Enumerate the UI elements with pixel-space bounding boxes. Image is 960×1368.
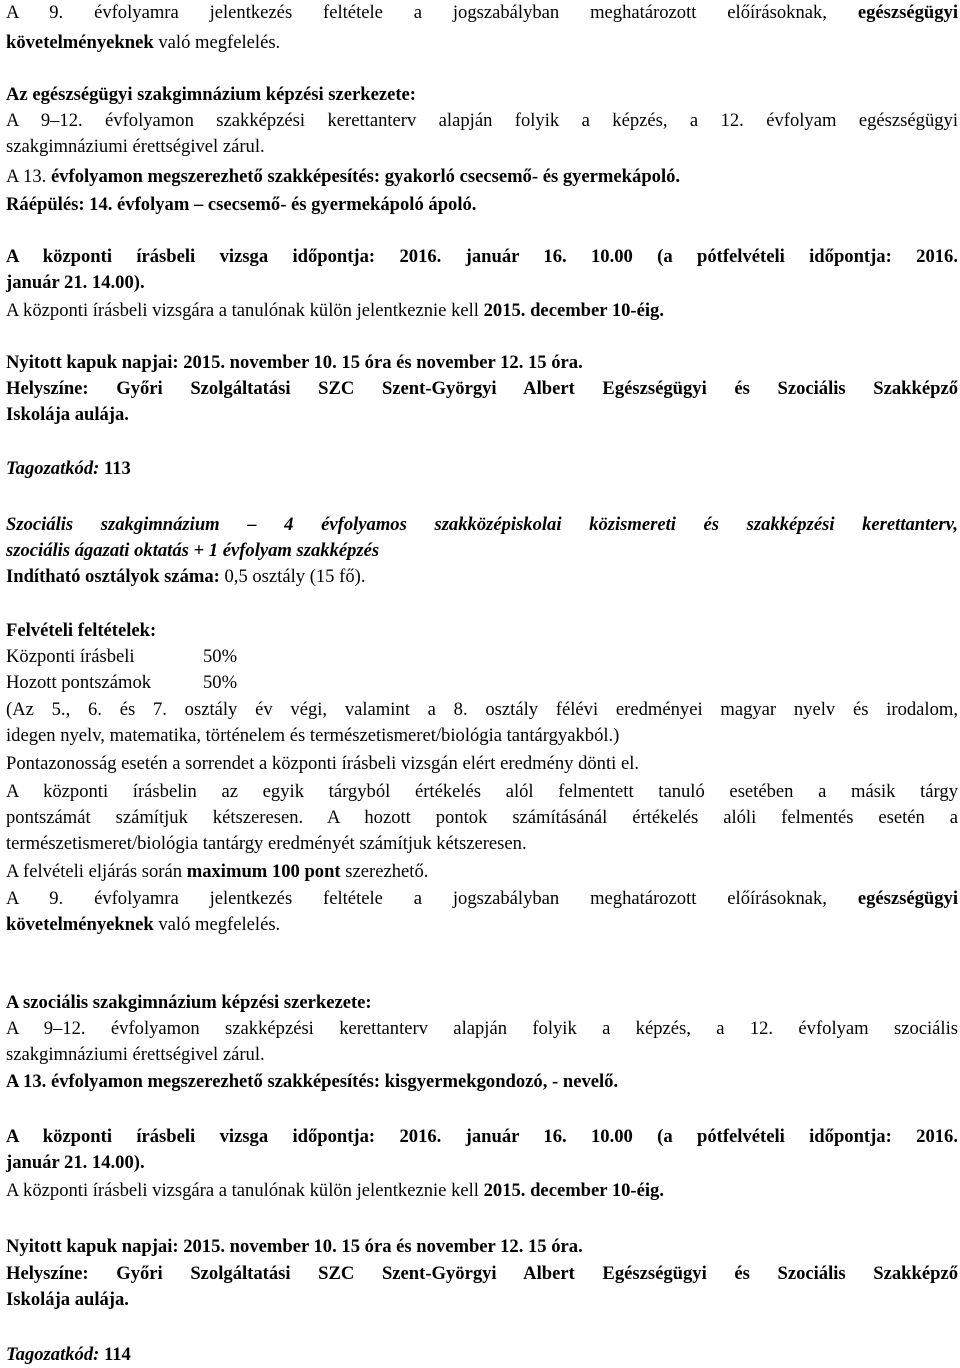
criteria-row — [6, 644, 958, 670]
criteria-label: Hozott pontszámok — [6, 672, 152, 693]
eligibility-bold-2: követelményeknek — [6, 32, 154, 53]
qualification-line — [6, 164, 958, 190]
exam-date-line: A központi írásbeli vizsga időpontja: 2016. január 16. 10.00 (a pótfelvételi időpontja: 2016. — [6, 1126, 958, 1147]
open-days-line: Nyitott kapuk napjai: 2015. november 10. 15 óra és november 12. 15 óra. — [6, 352, 583, 373]
eligibility-line — [6, 0, 958, 26]
track-code-value: 114 — [99, 1344, 131, 1365]
exam-registration-deadline: 2015. december 10-éig. — [483, 1180, 664, 1201]
exemption-line: A központi írásbelin az egyik tárgyból értékelés alól felmentett tanuló esetében a másik tárgy — [6, 781, 958, 802]
exam-registration-line — [6, 298, 958, 324]
class-count-line — [6, 564, 958, 590]
qualification-prefix: A 13. — [6, 166, 51, 187]
structure-line-2: szakgimnáziumi érettségivel zárul. — [6, 1044, 265, 1065]
exam-date-line: A központi írásbeli vizsga időpontja: 2016. január 16. 10.00 (a pótfelvételi időpontja: 2016. — [6, 246, 958, 267]
eligibility-line — [6, 886, 958, 912]
exemption-line-2: pontszámát számítjuk kétszeresen. A hozott pontok számításánál értékelés alóli felmentés esetén a — [6, 807, 958, 828]
venue-line-2: Iskolája aulája. — [6, 1289, 129, 1310]
structure-line: A 9–12. évfolyamon szakképzési kerettanterv alapján folyik a képzés, a 12. évfolyam egészségügyi — [6, 110, 958, 131]
structure-line: A 9–12. évfolyamon szakképzési kerettanterv alapján folyik a képzés, a 12. évfolyam szociális — [6, 1018, 958, 1039]
venue-line: Helyszíne: Győri Szolgáltatási SZC Szent-Györgyi Albert Egészségügyi és Szociális Szakképző — [6, 1263, 958, 1284]
eligibility-suffix: való megfelelés. — [153, 914, 281, 935]
venue-line: Helyszíne: Győri Szolgáltatási SZC Szent-Györgyi Albert Egészségügyi és Szociális Szakképző — [6, 378, 958, 399]
eligibility-bold: egészségügyi — [857, 888, 958, 909]
track-code-label: Tagozatkód: — [6, 458, 100, 479]
program-line-2: szociális ágazati oktatás + 1 évfolyam szakképzés — [6, 540, 380, 561]
exam-date-line-2: január 21. 14.00). — [6, 272, 145, 293]
open-days-line: Nyitott kapuk napjai: 2015. november 10. 15 óra és november 12. 15 óra. — [6, 1236, 583, 1257]
structure-line-2: szakgimnáziumi érettségivel zárul. — [6, 136, 265, 157]
criteria-value: 50% — [203, 672, 238, 693]
exam-registration-text: A központi írásbeli vizsgára a tanulónak külön jelentkeznie kell — [6, 300, 484, 321]
follow-up-line: Ráépülés: 14. évfolyam – csecsemő- és gyermekápoló ápoló. — [6, 194, 477, 215]
venue-line-2: Iskolája aulája. — [6, 404, 129, 425]
eligibility-bold-2: követelményeknek — [6, 914, 154, 935]
eligibility-bold: egészségügyi — [857, 2, 958, 23]
exemption-line-3: természetismeret/biológia tantárgy eredményét számítjuk kétszeresen. — [6, 833, 527, 854]
exam-date-line-2: január 21. 14.00). — [6, 1152, 145, 1173]
qualification-line: A 13. évfolyamon megszerezhető szakképesítés: kisgyermekgondozó, - nevelő. — [6, 1071, 619, 1092]
max-points-line — [6, 859, 958, 885]
criteria-value: 50% — [203, 646, 238, 667]
class-count-value: 0,5 osztály (15 fő). — [219, 566, 366, 587]
grades-line-2: idegen nyelv, matematika, történelem és természetismeret/biológia tantárgyakból.) — [6, 725, 620, 746]
criteria-label: Központi írásbeli — [6, 646, 135, 667]
program-line: Szociális szakgimnázium – 4 évfolyamos szakközépiskolai közismereti és szakképzési kerettanterv, — [6, 514, 958, 535]
eligibility-line-2 — [6, 912, 958, 938]
track-code — [6, 1342, 958, 1368]
exam-registration-text: A központi írásbeli vizsgára a tanulónak külön jelentkeznie kell — [6, 1180, 484, 1201]
exam-registration-line — [6, 1178, 958, 1204]
structure-heading: Az egészségügyi szakgimnázium képzési szerkezete: — [6, 84, 416, 105]
max-points-suffix: szerezhető. — [340, 861, 429, 882]
max-points-prefix: A felvételi eljárás során — [6, 861, 187, 882]
class-count-label: Indítható osztályok száma: — [6, 566, 220, 587]
exam-registration-deadline: 2015. december 10-éig. — [483, 300, 664, 321]
structure-heading: A szociális szakgimnázium képzési szerkezete: — [6, 992, 372, 1013]
track-code-label: Tagozatkód: — [6, 1344, 100, 1365]
eligibility-suffix: való megfelelés. — [153, 32, 281, 53]
eligibility-line-2 — [6, 30, 958, 56]
qualification-bold: évfolyamon megszerezhető szakképesítés: gyakorló csecsemő- és gyermekápoló. — [50, 166, 681, 187]
admission-heading: Felvételi feltételek: — [6, 620, 157, 641]
eligibility-text: A 9. évfolyamra jelentkezés feltétele a jogszabályban meghatározott előírásoknak, — [6, 2, 858, 23]
grades-line: (Az 5., 6. és 7. osztály év végi, valamint a 8. osztály félévi eredményei magyar nyelv és irodalom, — [6, 699, 958, 720]
track-code-value: 113 — [99, 458, 131, 479]
max-points-bold: maximum 100 pont — [186, 861, 341, 882]
tie-rule-line: Pontazonosság esetén a sorrendet a központi írásbeli vizsgán elért eredmény dönti el. — [6, 753, 640, 774]
track-code — [6, 456, 958, 482]
eligibility-text: A 9. évfolyamra jelentkezés feltétele a jogszabályban meghatározott előírásoknak, — [6, 888, 858, 909]
criteria-row — [6, 670, 958, 696]
